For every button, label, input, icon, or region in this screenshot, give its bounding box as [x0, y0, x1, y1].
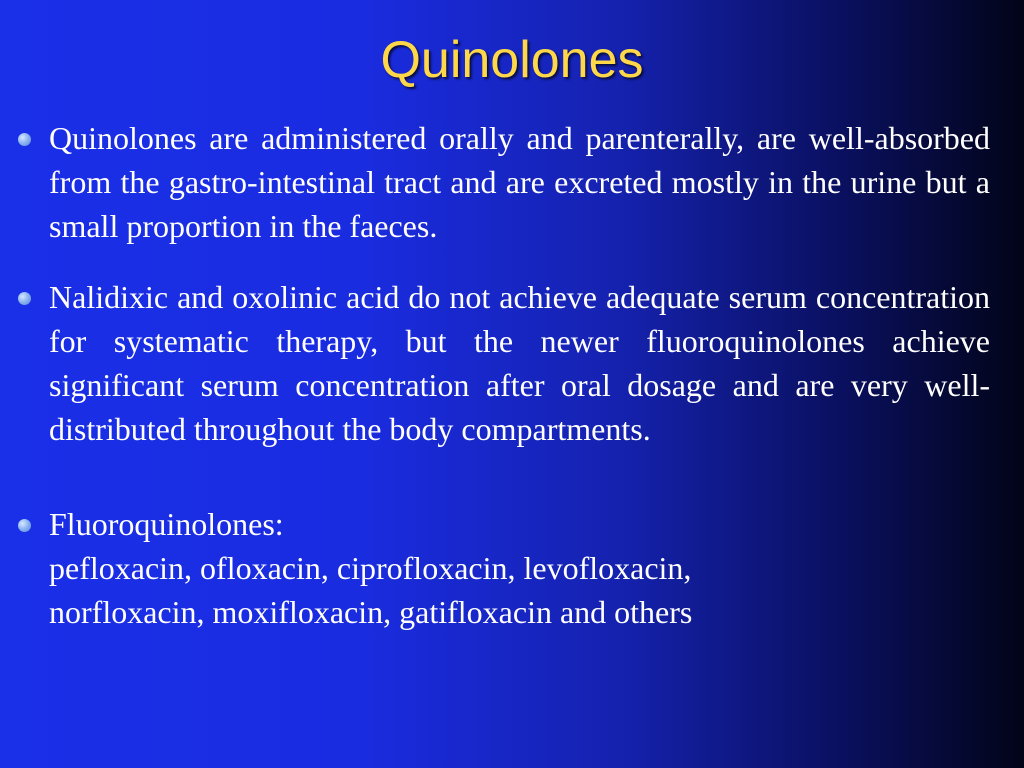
bullet-item: [18, 275, 990, 451]
bullet-text: Quinolones are administered orally and parenterally, are well-absorbed from the gastro-intestinal tract and are excreted mostly in the urine but a small proportion in the faeces.: [49, 120, 990, 244]
bullet-dot-icon: [18, 133, 31, 146]
bullet-list: [18, 116, 990, 634]
bullet-heading: Fluoroquinolones:: [49, 506, 284, 542]
bullet-item: [18, 116, 990, 248]
drug-list-line: pefloxacin, ofloxacin, ciprofloxacin, levofloxacin,: [49, 550, 692, 586]
bullet-dot-icon: [18, 292, 31, 305]
bullet-text: Nalidixic and oxolinic acid do not achieve adequate serum concentration for systematic therapy, but the newer fluoroquinolones achieve significant serum concentration after oral dosage and are very well-distributed throughout the body compartments.: [49, 279, 990, 447]
slide-title: Quinolones: [380, 31, 644, 89]
drug-list-line: norfloxacin, moxifloxacin, gatifloxacin and others: [49, 594, 693, 630]
bullet-item: [18, 502, 990, 634]
bullet-dot-icon: [18, 519, 31, 532]
